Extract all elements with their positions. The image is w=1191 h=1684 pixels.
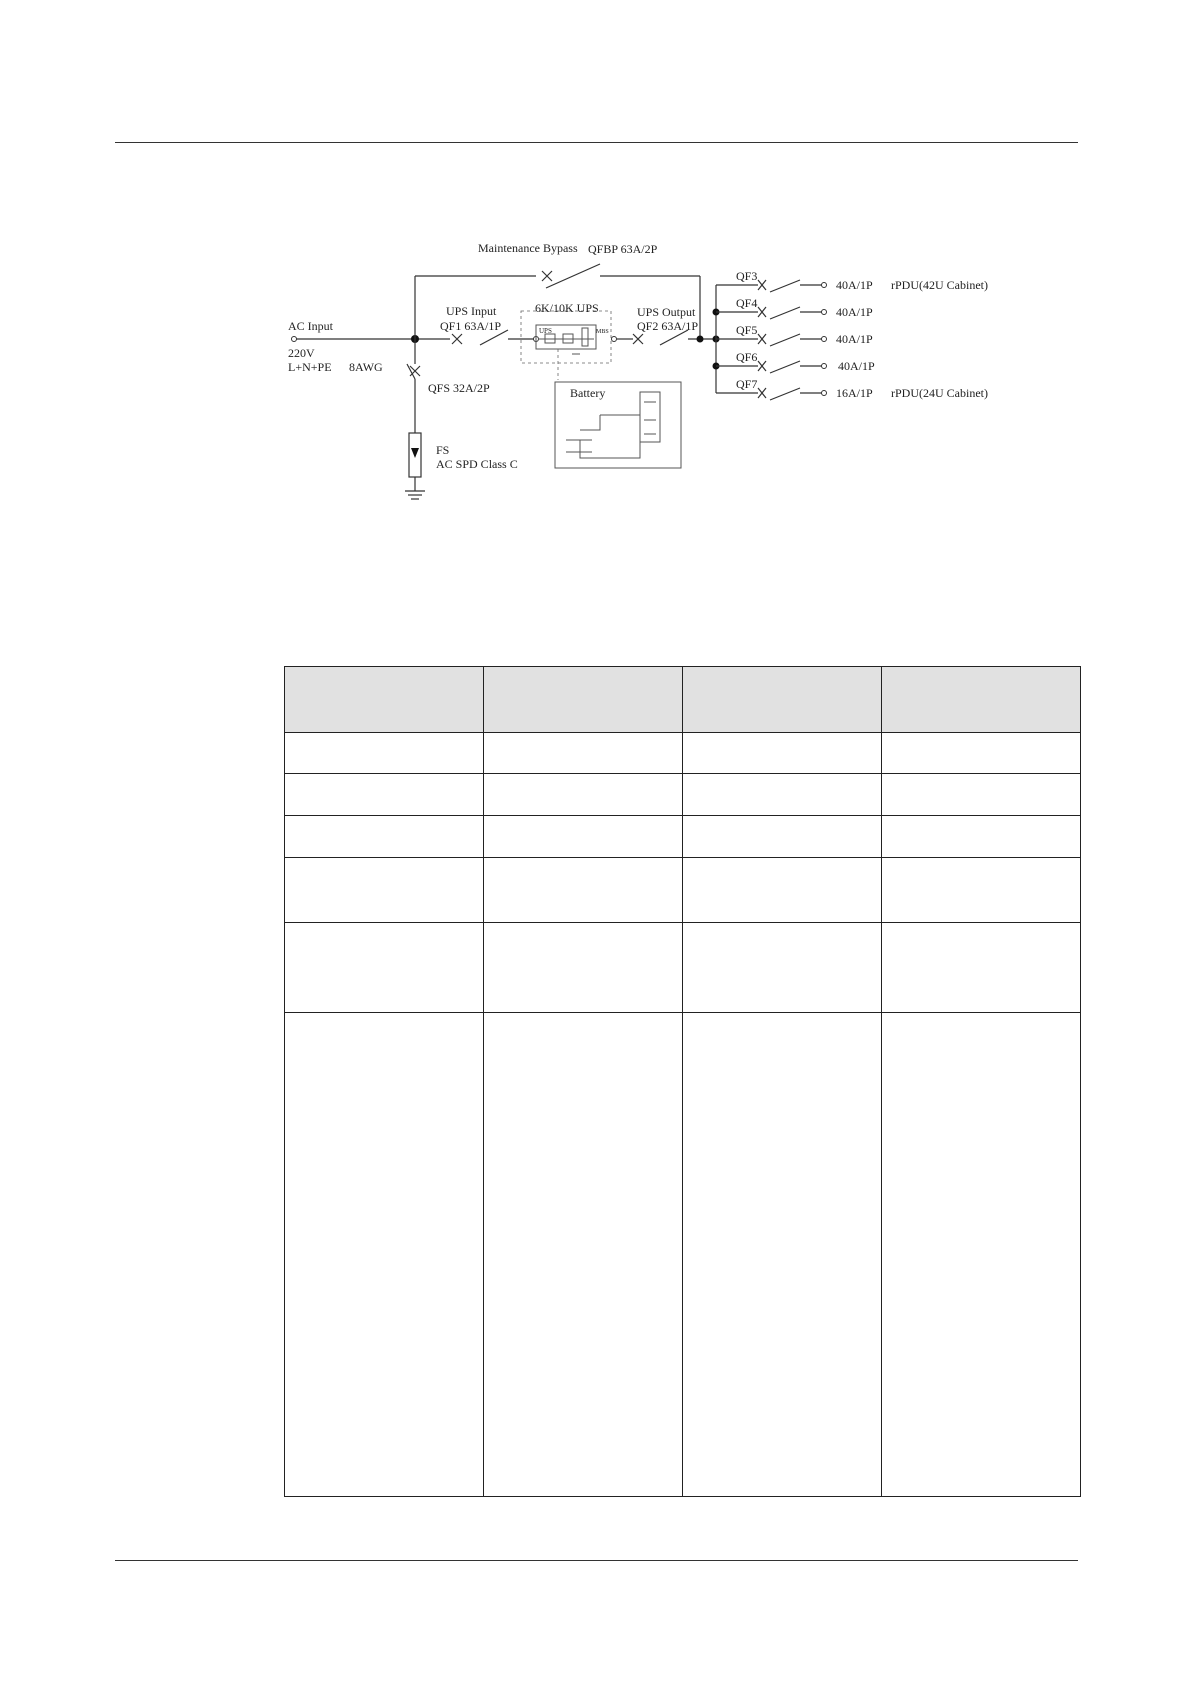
ups-out-terminal [612, 337, 617, 342]
qf6-switch-blade [770, 361, 800, 373]
table-cell [882, 858, 1081, 923]
input-terminal [292, 337, 297, 342]
qf7-breaker-icon [758, 388, 766, 398]
spd-label: AC SPD Class C [436, 457, 518, 471]
qf4-label: QF4 [736, 296, 758, 310]
qf3-rating: 40A/1P [836, 278, 873, 292]
qfs-breaker-icon [410, 366, 420, 376]
table-row [285, 858, 1081, 923]
qf4-rating: 40A/1P [836, 305, 873, 319]
qf6-breaker-icon [758, 361, 766, 371]
header-cell [882, 667, 1081, 733]
qf5-label: QF5 [736, 323, 758, 337]
table-cell [484, 1013, 683, 1497]
qf7-terminal [822, 391, 827, 396]
ups-model-label: 6K/10K UPS [535, 301, 599, 315]
qf3-terminal [822, 283, 827, 288]
voltage-label: 220V [288, 346, 315, 360]
table-cell [882, 816, 1081, 858]
qf4-terminal [822, 310, 827, 315]
bypass-switch-blade [546, 264, 600, 288]
table-row [285, 816, 1081, 858]
bypass-label: Maintenance Bypass [478, 241, 578, 255]
table-cell [882, 1013, 1081, 1497]
qf4-switch-blade [770, 307, 800, 319]
table-cell [484, 858, 683, 923]
table-cell [882, 774, 1081, 816]
qf7-label: QF7 [736, 377, 758, 391]
qf6-terminal [822, 364, 827, 369]
mbs-switch-icon [582, 328, 588, 346]
battery-terminals [566, 440, 592, 452]
qfs-label: QFS 32A/2P [428, 381, 490, 395]
spd-arrow-icon [411, 448, 419, 458]
qf5-switch-blade [770, 334, 800, 346]
ac-input-label: AC Input [288, 319, 333, 333]
table-cell [683, 923, 882, 1013]
wiring-label: L+N+PE [288, 360, 332, 374]
fs-label: FS [436, 443, 450, 457]
table-row [285, 733, 1081, 774]
qf7-target: rPDU(24U Cabinet) [891, 386, 988, 400]
ups-inner-label: UPS [539, 327, 552, 335]
table-cell [683, 858, 882, 923]
power-distribution-diagram [0, 0, 1191, 560]
output-junction [697, 336, 704, 343]
table-cell [683, 774, 882, 816]
table-header-row [285, 667, 1081, 733]
table-cell [683, 733, 882, 774]
qf3-label: QF3 [736, 269, 758, 283]
qf5-terminal [822, 337, 827, 342]
footer-rule [115, 1560, 1078, 1561]
header-cell [683, 667, 882, 733]
table-cell [882, 923, 1081, 1013]
table-cell [285, 923, 484, 1013]
qf1-breaker-icon [452, 334, 462, 344]
table-cell [285, 858, 484, 923]
table-cell [285, 816, 484, 858]
table-cell [683, 816, 882, 858]
table-row [285, 774, 1081, 816]
qf5-breaker-icon [758, 334, 766, 344]
ups-input-label: UPS Input [446, 304, 497, 318]
table-cell [285, 774, 484, 816]
battery-label: Battery [570, 386, 606, 400]
table-cell [285, 733, 484, 774]
header-cell [484, 667, 683, 733]
ups-output-label: UPS Output [637, 305, 696, 319]
qf3-switch-blade [770, 280, 800, 292]
spec-table [284, 666, 1081, 1497]
qf6-rating: 40A/1P [838, 359, 875, 373]
awg-label: 8AWG [349, 360, 383, 374]
table-cell [484, 923, 683, 1013]
table-row [285, 1013, 1081, 1497]
qfbp-label: QFBP 63A/2P [588, 242, 658, 256]
mbs-label: MBS [596, 329, 609, 335]
qf6-label: QF6 [736, 350, 758, 364]
qf5-rating: 40A/1P [836, 332, 873, 346]
table-cell [484, 774, 683, 816]
qf7-switch-blade [770, 388, 800, 400]
qf2-breaker-icon [633, 334, 643, 344]
qf3-target: rPDU(42U Cabinet) [891, 278, 988, 292]
bypass-breaker-icon [542, 271, 552, 281]
qf4-breaker-icon [758, 307, 766, 317]
qf2-label: QF2 63A/1P [637, 319, 699, 333]
table-row [285, 923, 1081, 1013]
table-cell [882, 733, 1081, 774]
header-cell [285, 667, 484, 733]
table-cell [484, 733, 683, 774]
qf1-label: QF1 63A/1P [440, 319, 502, 333]
table-cell [285, 1013, 484, 1497]
qf3-breaker-icon [758, 280, 766, 290]
table-cell [484, 816, 683, 858]
qf7-rating: 16A/1P [836, 386, 873, 400]
table-cell [683, 1013, 882, 1497]
